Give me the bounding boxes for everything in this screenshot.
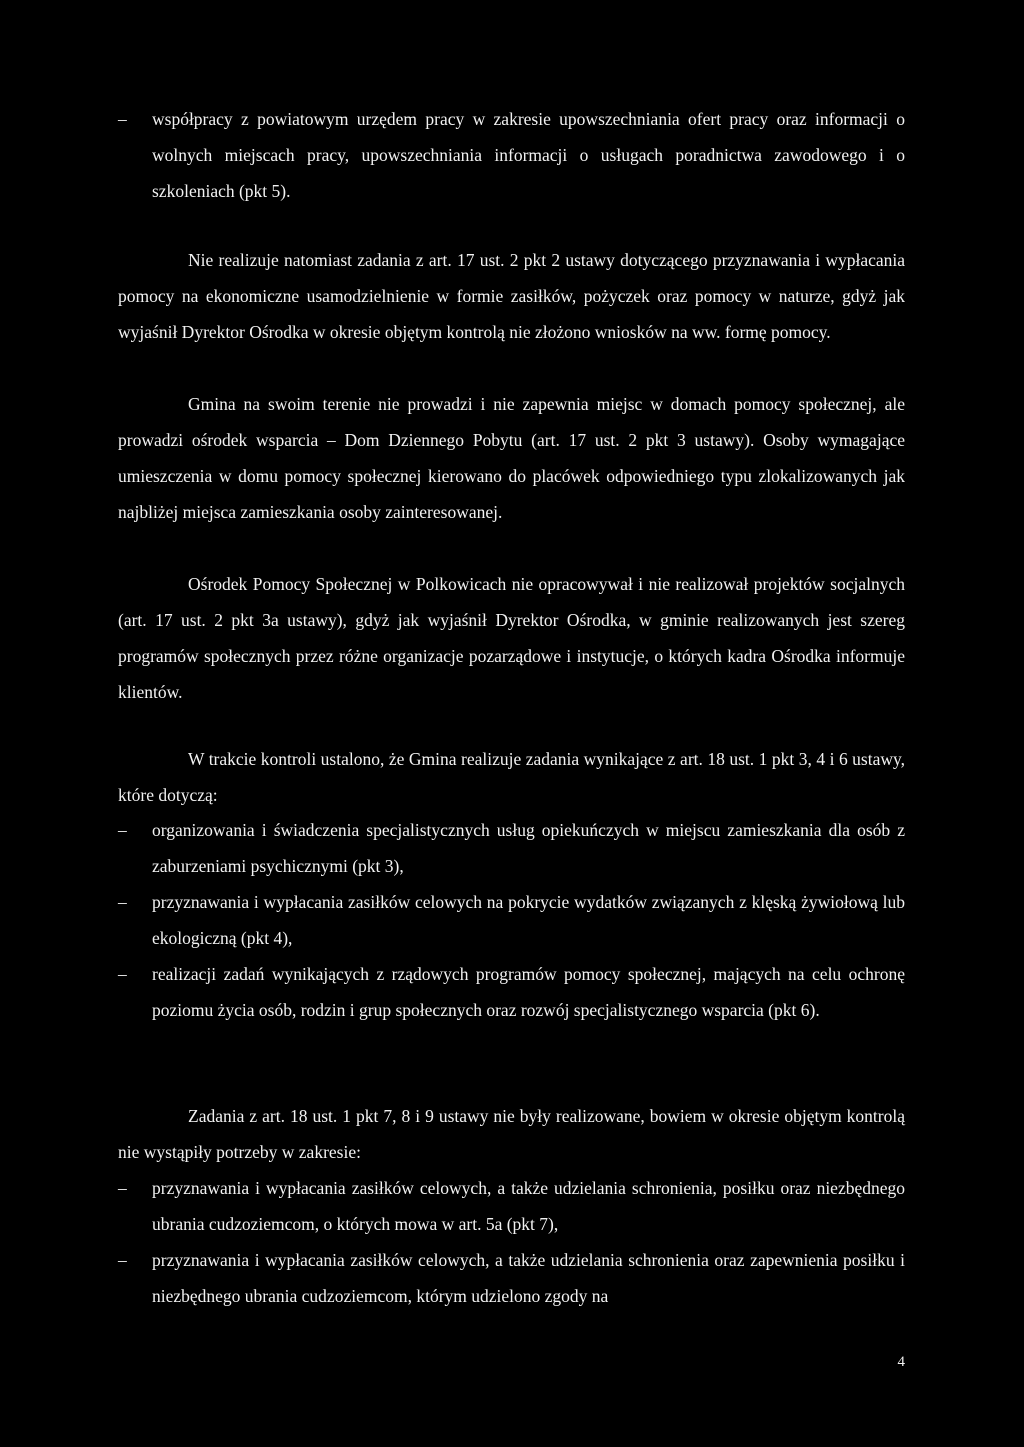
- bullet-dash: –: [118, 1178, 127, 1198]
- paragraph: Nie realizuje natomiast zadania z art. 17 ust. 2 pkt 2 ustawy dotyczącego przyznawania i wypłacania pomocy na ekonomiczne usamodzielnienie w formie zasiłków, pożyczek oraz pomocy w naturze, gdyż jak wyjaśnił Dyrektor Ośrodka w okresie objętym kontrolą nie złożono wniosków na ww. formę pomocy.: [118, 250, 905, 342]
- bullet-text: współpracy z powiatowym urzędem pracy w zakresie upowszechniania ofert pracy oraz informacji o wolnych miejscach pracy, upowszechniania informacji o usługach poradnictwa zawodowego i o szkoleniach (pkt 5).: [152, 109, 905, 201]
- bullet-item: [118, 1170, 905, 1242]
- paragraph: W trakcie kontroli ustalono, że Gmina realizuje zadania wynikające z art. 18 ust. 1 pkt 3, 4 i 6 ustawy, które dotyczą:: [118, 749, 905, 805]
- bullet-text: przyznawania i wypłacania zasiłków celowych na pokrycie wydatków związanych z klęską żywiołową lub ekologiczną (pkt 4),: [152, 892, 905, 948]
- bullet-item: [118, 101, 905, 209]
- bullet-item: [118, 1242, 905, 1314]
- paragraph: Ośrodek Pomocy Społecznej w Polkowicach nie opracowywał i nie realizował projektów socjalnych (art. 17 ust. 2 pkt 3a ustawy), gdyż jak wyjaśnił Dyrektor Ośrodka, w gminie realizowanych jest szereg programów społecznych przez różne organizacje pozarządowe i instytucje, o których kadra Ośrodka informuje klientów.: [118, 574, 905, 702]
- bullet-dash: –: [118, 964, 127, 984]
- bullet-text: przyznawania i wypłacania zasiłków celowych, a także udzielania schronienia, posiłku oraz niezbędnego ubrania cudzoziemcom, o których mowa w art. 5a (pkt 7),: [152, 1178, 905, 1234]
- bullet-item: [118, 956, 905, 1028]
- bullet-text: przyznawania i wypłacania zasiłków celowych, a także udzielania schronienia oraz zapewnienia posiłku i niezbędnego ubrania cudzoziemcom, którym udzielono zgody na: [152, 1250, 905, 1306]
- page-number: 4: [897, 1354, 905, 1370]
- bullet-dash: –: [118, 1250, 127, 1270]
- bullet-dash: –: [118, 109, 127, 129]
- bullet-dash: –: [118, 892, 127, 912]
- paragraph: Gmina na swoim terenie nie prowadzi i nie zapewnia miejsc w domach pomocy społecznej, ale prowadzi ośrodek wsparcia – Dom Dziennego Pobytu (art. 17 ust. 2 pkt 3 ustawy). Osoby wymagające umieszczenia w domu pomocy społecznej kierowano do placówek odpowiedniego typu zlokalizowanych jak najbliżej miejsca zamieszkania osoby zainteresowanej.: [118, 394, 905, 522]
- bullet-item: [118, 884, 905, 956]
- bullet-text: realizacji zadań wynikających z rządowych programów pomocy społecznej, mających na celu ochronę poziomu życia osób, rodzin i grup społecznych oraz rozwój specjalistycznego wsparcia (pkt 6).: [152, 964, 905, 1020]
- paragraph: Zadania z art. 18 ust. 1 pkt 7, 8 i 9 ustawy nie były realizowane, bowiem w okresie objętym kontrolą nie wystąpiły potrzeby w zakresie:: [118, 1106, 905, 1162]
- bullet-dash: –: [118, 820, 127, 840]
- bullet-text: organizowania i świadczenia specjalistycznych usług opiekuńczych w miejscu zamieszkania dla osób z zaburzeniami psychicznymi (pkt 3),: [152, 820, 905, 876]
- bullet-item: [118, 812, 905, 884]
